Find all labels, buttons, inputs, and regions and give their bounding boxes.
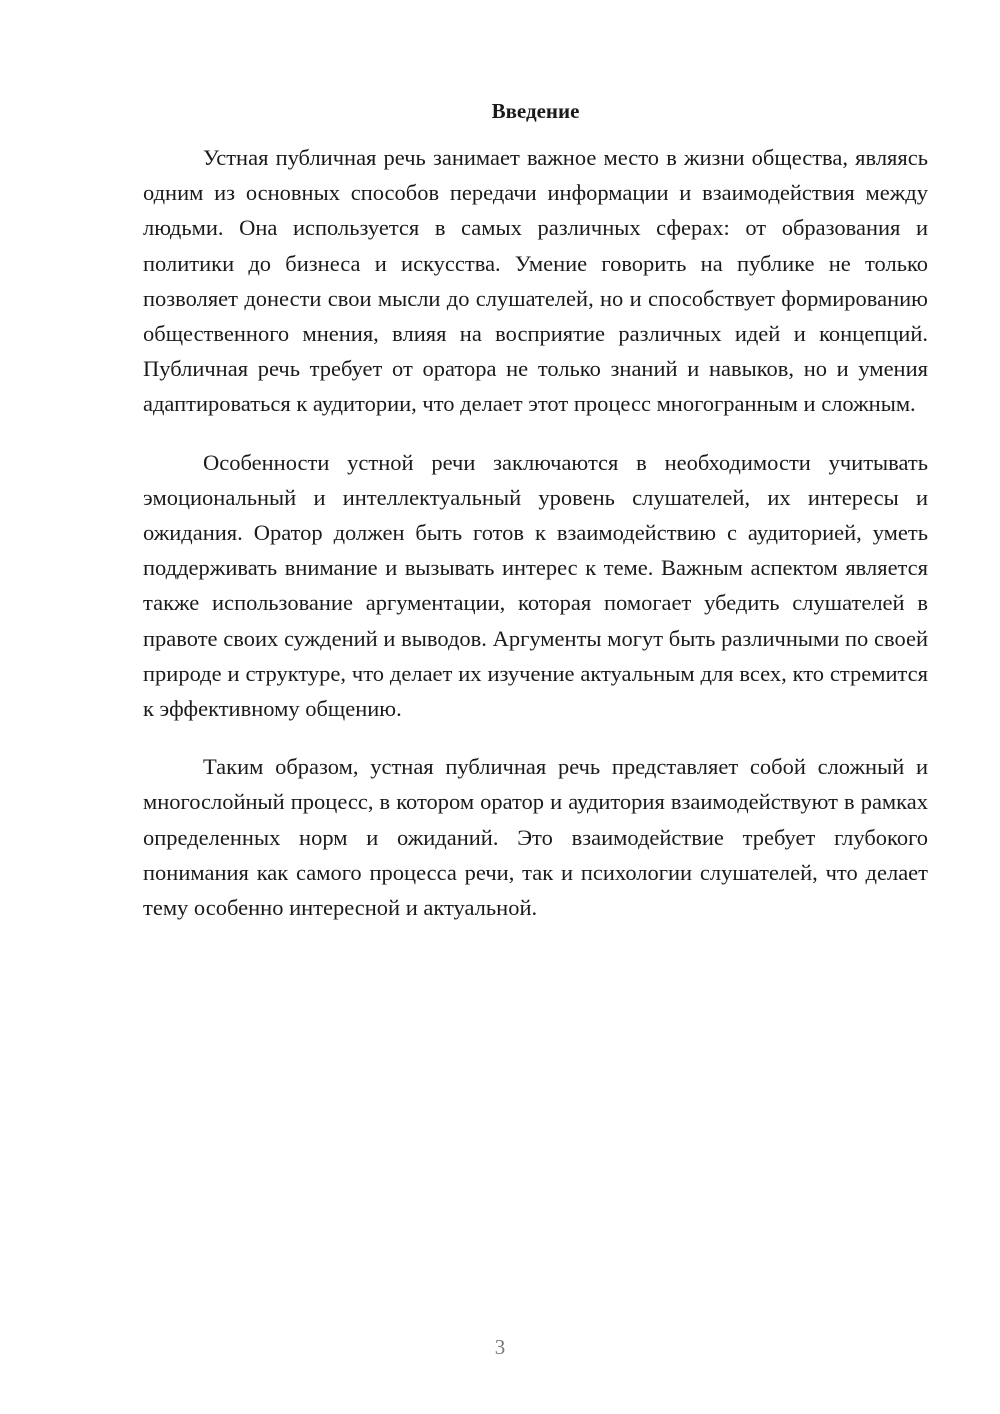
paragraph-2: Особенности устной речи заключаются в необходимости учитывать эмоциональный и интеллектуальный уровень слушателей, их интересы и ожидания. Оратор должен быть готов к взаимодействию с аудиторией, уметь поддерживать внимание и вызывать интерес к теме. Важным аспектом является также использование аргументации, которая помогает убедить слушателей в правоте своих суждений и выводов. Аргументы могут быть различными по своей природе и структуре, что делает их изучение актуальным для всех, кто стремится к эффективному общению.	[143, 449, 928, 722]
page-number: 3	[494, 1335, 506, 1359]
paragraph-3: Таким образом, устная публичная речь представляет собой сложный и многослойный процесс, в котором оратор и аудитория взаимодействуют в рамках определенных норм и ожиданий. Это взаимодействие требует глубокого понимания как самого процесса речи, так и психологии слушателей, что делает тему особенно интересной и актуальной.	[143, 754, 928, 921]
section-heading: Введение	[491, 99, 580, 123]
paragraph-1: Устная публичная речь занимает важное место в жизни общества, являясь одним из основных способов передачи информации и взаимодействия между людьми. Она используется в самых различных сферах: от образования и политики до бизнеса и искусства. Умение говорить на публике не только позволяет донести свои мысли до слушателей, но и способствует формированию общественного мнения, влияя на восприятие различных идей и концепций. Публичная речь требует от оратора не только знаний и навыков, но и умения адаптироваться к аудитории, что делает этот процесс многогранным и сложным.	[143, 145, 928, 417]
page-content	[143, 96, 928, 948]
